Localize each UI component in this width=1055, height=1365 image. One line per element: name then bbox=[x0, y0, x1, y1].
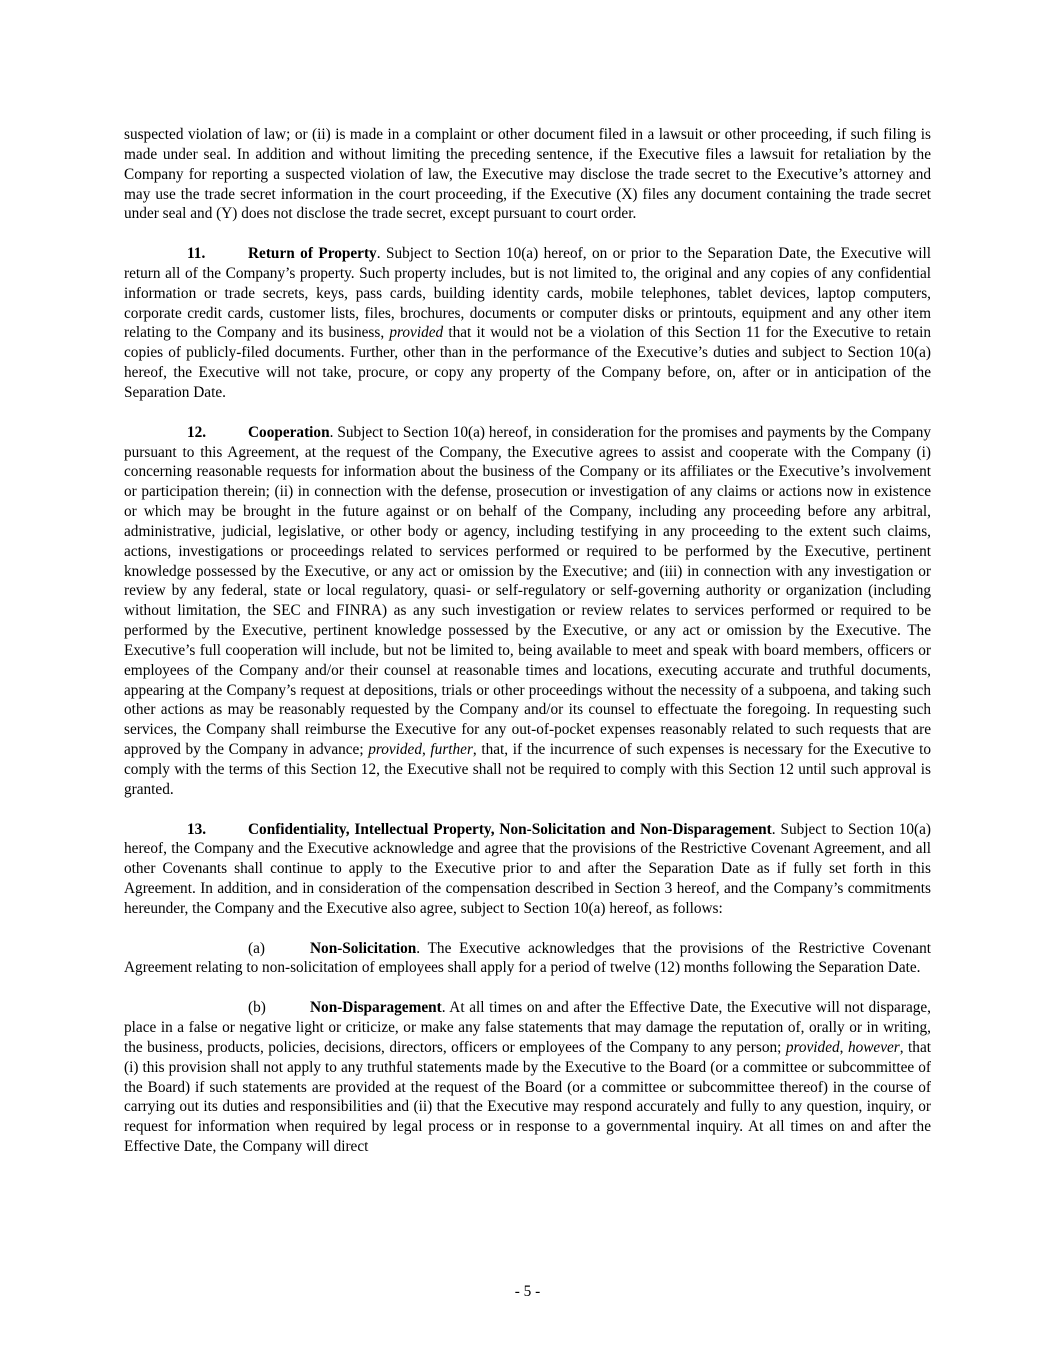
section-13b-italic-provided: provided bbox=[785, 1038, 840, 1056]
section-13a-text: . The Executive acknowledges that the provisions of the Restrictive Covenant Agreement relating to non-solicitation of employees shall apply for a period of twelve (12) months following the Separation Date. bbox=[124, 939, 931, 977]
section-12-italic-further: further bbox=[430, 741, 473, 759]
section-11-paragraph bbox=[124, 244, 931, 403]
section-12-number: 12. bbox=[187, 423, 207, 441]
section-12-italic-provided: provided bbox=[368, 741, 422, 759]
section-11-number: 11. bbox=[187, 245, 206, 263]
section-13a-paragraph bbox=[124, 939, 931, 979]
section-13a-title: Non-Solicitation bbox=[310, 939, 417, 957]
section-12-text-a: . Subject to Section 10(a) hereof, in consideration for the promises and payments by the Company pursuant to this Agreement, at the request of the Company, the Executive agrees to assist and cooperate with the Company (i) concerning reasonable requests for information about the business of the Company or its affiliates or the Executive’s involvement or participation therein; (ii) in connection with the defense, prosecution or investigation of any claims or actions now in existence or which may be brought in the future against or on behalf of the Company, including any proceeding before any arbitral, administrative, judicial, legislative, or other body or agency, including testifying in any proceeding to the extent such claims, actions, investigations or proceedings related to services performed or required to be performed by the Executive, pertinent knowledge possessed by the Executive, or any act or omission by the Executive; and (iii) in connection with any investigation or review by any federal, state or local regulatory, quasi- or self-regulatory or self-governing authority or organization (including without limitation, the SEC and FINRA) as any such investigation or review relates to services performed or required to be performed by the Executive, pertinent knowledge possessed by the Executive, or any act or omission by the Executive. The Executive’s full cooperation will include, but not be limited to, being available to meet and speak with board members, officers or employees of the Company and/or their counsel at reasonable times and locations, executing accurate and truthful documents, appearing at the Company’s request at depositions, trials or other proceedings without the necessity of a subpoena, and taking such other actions as may be reasonably requested by the Company and/or its counsel to effectuate the foregoing. In requesting such services, the Company shall reimburse the Executive for any out-of-pocket expenses reasonably related to such requests that are approved by the Company in advance; bbox=[124, 423, 931, 759]
document-body bbox=[124, 125, 931, 1177]
section-13b-text-b: , that (i) this provision shall not apply to any truthful statements made by the Executive to the Board (or a committee or subcommittee of the Board) if such statements are provided at the request of the Board (or a committee or subcommittee thereof) in the course of carrying out its duties and responsibilities and (ii) that the Executive may respond accurately and fully to any question, inquiry, or request for information when required by legal process or in response to a governmental inquiry. At all times on and after the Effective Date, the Company will direct bbox=[124, 1038, 931, 1156]
section-12-separator: , bbox=[422, 741, 431, 759]
section-13b-title: Non-Disparagement bbox=[310, 999, 442, 1017]
continuation-paragraph bbox=[124, 125, 931, 224]
page-number: - 5 - bbox=[514, 1283, 541, 1300]
section-13a-letter: (a) bbox=[248, 939, 265, 957]
section-11-text-b: that it would not be a violation of this Section 11 for the Executive to retain copies of publicly-filed documents. Further, other than in the performance of the Executive’s duties and subject to Section 10(a) hereof, the Executive will not take, procure, or copy any property of the Company before, on, after or in anticipation of the Separation Date. bbox=[124, 324, 931, 401]
continuation-text: suspected violation of law; or (ii) is made in a complaint or other document filed in a lawsuit or other proceeding, if such filing is made under seal. In addition and without limiting the preceding sentence, if the Executive files a lawsuit for retaliation by the Company for reporting a suspected violation of law, the Executive may disclose the trade secret to the Executive’s attorney and may use the trade secret information in the court proceeding, if the Executive (X) files any document containing the trade secret under seal and (Y) does not disclose the trade secret, except pursuant to court order. bbox=[124, 126, 931, 223]
section-13b-italic-however: however bbox=[847, 1038, 900, 1056]
section-12-text-b: , that, if the incurrence of such expenses is necessary for the Executive to comply with the terms of this Section 12, the Executive shall not be required to comply with this Section 12 until such approval is granted. bbox=[124, 741, 931, 798]
section-12-title: Cooperation bbox=[248, 423, 330, 441]
section-13b-separator: , bbox=[839, 1038, 848, 1056]
section-12-paragraph bbox=[124, 423, 931, 800]
section-13-paragraph bbox=[124, 820, 931, 919]
section-11-italic-provided: provided bbox=[389, 324, 444, 342]
section-13b-paragraph bbox=[124, 998, 931, 1157]
section-13b-letter: (b) bbox=[248, 999, 266, 1017]
section-13-text-a: . Subject to Section 10(a) hereof, the Company and the Executive acknowledge and agree that the provisions of the Restrictive Covenant Agreement, and all other Covenants shall continue to apply to the Executive prior to and after the Separation Date as if fully set forth in this Agreement. In addition, and in consideration of the compensation described in Section 3 hereof, and the Company’s commitments hereunder, the Company and the Executive also agree, subject to Section 10(a) hereof, as follows: bbox=[124, 820, 931, 917]
section-13-title: Confidentiality, Intellectual Property, Non-Solicitation and Non-Disparagement bbox=[248, 820, 772, 838]
section-11-text-a: . Subject to Section 10(a) hereof, on or prior to the Separation Date, the Executive will return all of the Company’s property. Such property includes, but is not limited to, the original and any copies of any confidential information or trade secrets, keys, pass cards, building identity cards, mobile telephones, tablet devices, laptop computers, corporate credit cards, customer lists, files, brochures, documents or computer disks or printouts, equipment and any other item relating to the Company and its business, bbox=[124, 245, 931, 342]
section-11-title: Return of Property bbox=[248, 245, 377, 263]
section-13-number: 13. bbox=[187, 820, 207, 838]
section-13b-text-a: . At all times on and after the Effective Date, the Executive will not disparage, place in a false or negative light or criticize, or make any false statements that may damage the reputation of, orally or in writing, the business, products, policies, decisions, directors, officers or employees of the Company to any person; bbox=[124, 999, 931, 1056]
